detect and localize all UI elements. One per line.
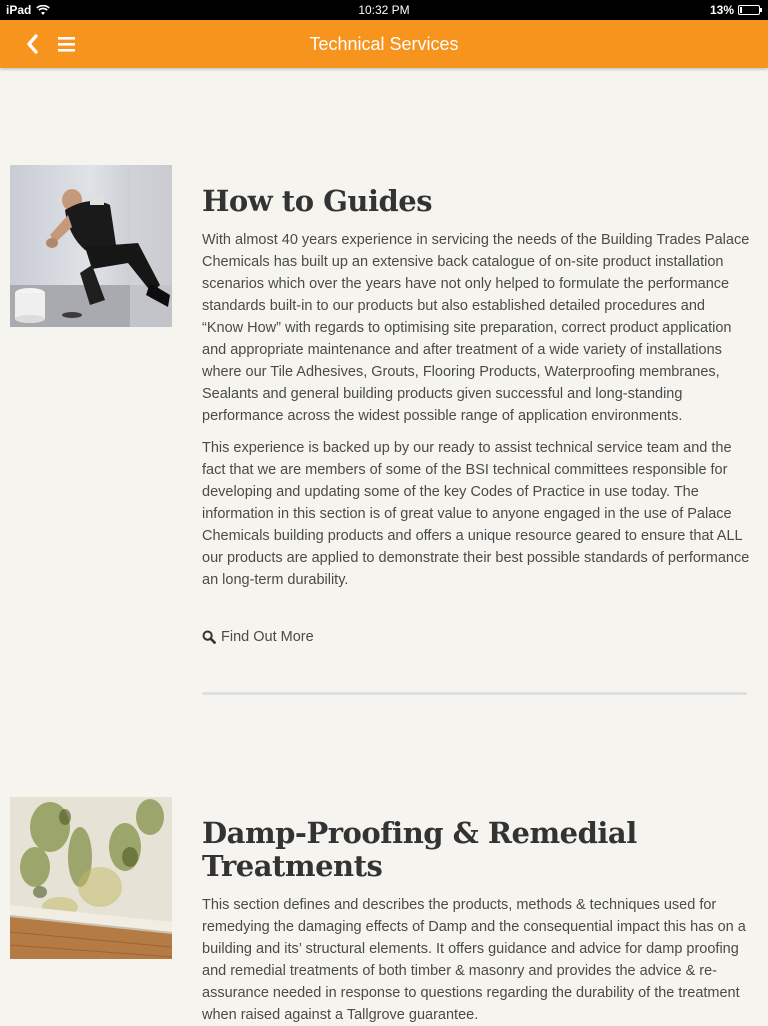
device-label: iPad — [6, 3, 32, 17]
section-paragraph: This experience is backed up by our ready to assist technical service team and the fact that we are members of some of the BSI technical committees responsible for developing and updating some of the key Codes of Practice in use today. The information in this section is of great value to anyone engaged in the use of Palace Chemicals building products and offers a unique resource geared to ensure that ALL our products are applied to demonstrate their best possible standards of performance an long-term durability. — [202, 440, 750, 588]
battery-percent: 13% — [709, 3, 734, 17]
section-heading: How to Guides — [202, 184, 433, 218]
tiler-photo — [10, 165, 172, 327]
status-bar — [0, 0, 768, 20]
status-time: 10:32 PM — [358, 3, 410, 17]
section-heading: Damp-Proofing & Remedial Treatments — [202, 816, 637, 883]
battery-icon — [738, 5, 760, 15]
section-paragraph: With almost 40 years experience in servicing the needs of the Building Trades Palace Chemicals has built up an extensive back catalogue of on-site product installation scenarios which over the years have not only helped to formulate the performance standards built-in to our products but also established detailed procedures and “Know How” with regards to optimising site preparation, correct product application and appropriate maintenance and after treatment of a wide variety of installations where our Tile Adhesives, Grouts, Flooring Products, Waterproofing membranes, Sealants and general building products given successful and long-standing performance across the widest possible range of application environments. — [202, 232, 750, 424]
find-out-more-link[interactable] — [202, 629, 750, 645]
battery-fill — [740, 7, 742, 13]
navigation-bar — [0, 20, 768, 68]
section-divider — [202, 692, 747, 695]
page-title: Technical Services — [309, 34, 459, 54]
find-out-more-label: Find Out More — [221, 629, 314, 645]
search-icon — [202, 630, 216, 644]
damp-wall-photo — [10, 797, 172, 959]
section-paragraph: This section defines and describes the products, methods & techniques used for remedying the damaging effects of Damp and the consequential impact this has on a building and its’ structural elements. It offers guidance and advice for damp proofing and remedial treatments of both timber & masonry and provides the advice & re-assurance needed in response to questions regarding the durability of the treatment when raised against a Tallgrove guarantee. — [202, 897, 746, 1023]
damp-proofing-text — [202, 817, 750, 1026]
how-to-guides-text — [202, 185, 750, 645]
status-right — [710, 3, 760, 17]
